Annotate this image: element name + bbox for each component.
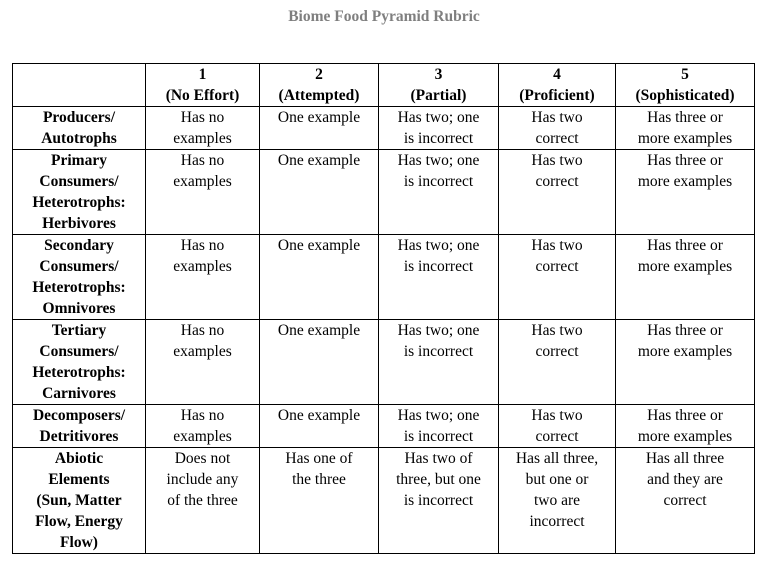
row-label-line: Secondary <box>44 237 114 254</box>
rubric-cell-level-1 <box>146 320 260 405</box>
rubric-cell-line: Has two <box>531 109 583 126</box>
rubric-cell-line: Has one of <box>285 450 353 467</box>
rubric-cell-level-2 <box>260 150 379 235</box>
header-level-5 <box>616 64 755 107</box>
header-level-number: 5 <box>681 66 689 83</box>
row-label-cell <box>13 235 146 320</box>
rubric-cell-line: examples <box>173 130 232 147</box>
rubric-body <box>13 107 755 554</box>
rubric-cell-line: Has three or <box>647 237 723 254</box>
rubric-cell-line: Does not <box>174 450 231 467</box>
rubric-cell-level-3 <box>379 320 499 405</box>
rubric-cell-line: Has two; one <box>397 109 480 126</box>
header-corner-cell <box>13 64 146 107</box>
rubric-cell-level-4 <box>499 150 616 235</box>
rubric-cell-line: Has no <box>180 322 225 339</box>
rubric-cell-line: of the three <box>167 492 238 509</box>
rubric-cell-line: correct <box>535 173 579 190</box>
row-label-cell <box>13 320 146 405</box>
rubric-cell-line: correct <box>535 130 579 147</box>
header-level-name: (Partial) <box>410 87 467 104</box>
rubric-cell-line: more examples <box>637 428 733 445</box>
row-label-line: (Sun, Matter <box>36 492 122 509</box>
table-row <box>13 150 755 235</box>
rubric-cell-level-1 <box>146 405 260 448</box>
rubric-cell-line: Has three or <box>647 407 723 424</box>
row-label-line: Decomposers/ <box>32 407 126 424</box>
rubric-cell-level-4 <box>499 235 616 320</box>
rubric-cell-line: include any <box>166 471 239 488</box>
document-title: Biome Food Pyramid Rubric <box>288 8 480 25</box>
rubric-cell-line: Has two <box>531 407 583 424</box>
rubric-cell-level-4 <box>499 405 616 448</box>
rubric-cell-level-1 <box>146 448 260 554</box>
row-label-line: Elements <box>48 471 110 488</box>
row-label-cell <box>13 405 146 448</box>
header-level-name: (Sophisticated) <box>635 87 735 104</box>
rubric-cell-line: Has no <box>180 407 225 424</box>
rubric-cell-level-5 <box>616 405 755 448</box>
row-label-line: Heterotrophs: <box>32 279 126 296</box>
row-label-line: Abiotic <box>54 450 104 467</box>
rubric-cell-line: Has three or <box>647 322 723 339</box>
row-label-line: Flow, Energy <box>35 513 123 530</box>
header-level-1 <box>146 64 260 107</box>
rubric-cell-line: is incorrect <box>403 492 474 509</box>
rubric-cell-line: Has three or <box>647 152 723 169</box>
rubric-cell-level-3 <box>379 107 499 150</box>
row-label-line: Herbivores <box>42 215 116 232</box>
rubric-cell-line: is incorrect <box>403 130 474 147</box>
rubric-cell-line: is incorrect <box>403 343 474 360</box>
rubric-cell-line: more examples <box>637 258 733 275</box>
rubric-cell-line: Has two of <box>404 450 473 467</box>
row-label-line: Omnivores <box>42 300 116 317</box>
rubric-cell-line: correct <box>663 492 707 509</box>
row-label-line: Primary <box>51 152 107 169</box>
rubric-cell-line: is incorrect <box>403 258 474 275</box>
row-label-line: Tertiary <box>51 322 107 339</box>
rubric-cell-line: Has two <box>531 237 583 254</box>
rubric-cell-line: Has two; one <box>397 322 480 339</box>
rubric-cell-level-1 <box>146 107 260 150</box>
rubric-cell-level-4 <box>499 107 616 150</box>
table-row <box>13 107 755 150</box>
rubric-cell-line: correct <box>535 428 579 445</box>
rubric-cell-level-2 <box>260 405 379 448</box>
rubric-cell-line: One example <box>277 407 361 424</box>
rubric-cell-level-3 <box>379 405 499 448</box>
row-label-line: Consumers/ <box>39 258 119 275</box>
rubric-cell-line: One example <box>277 322 361 339</box>
rubric-cell-line: but one or <box>525 471 589 488</box>
row-label-line: Flow) <box>60 534 98 551</box>
rubric-cell-line: Has two <box>531 152 583 169</box>
header-level-number: 4 <box>553 66 561 83</box>
rubric-cell-line: One example <box>277 237 361 254</box>
rubric-cell-line: the three <box>292 471 346 488</box>
rubric-cell-line: and they are <box>647 471 723 488</box>
rubric-cell-level-1 <box>146 235 260 320</box>
rubric-cell-level-5 <box>616 448 755 554</box>
rubric-cell-line: two are <box>533 492 581 509</box>
rubric-cell-line: Has two; one <box>397 152 480 169</box>
rubric-table <box>12 63 755 554</box>
rubric-cell-line: Has two; one <box>397 237 480 254</box>
rubric-cell-level-5 <box>616 320 755 405</box>
rubric-cell-level-4 <box>499 448 616 554</box>
header-level-2 <box>260 64 379 107</box>
row-label-line: Heterotrophs: <box>32 364 126 381</box>
rubric-cell-line: examples <box>173 428 232 445</box>
rubric-cell-line: examples <box>173 343 232 360</box>
header-level-number: 3 <box>434 66 443 83</box>
rubric-cell-level-3 <box>379 235 499 320</box>
rubric-cell-line: is incorrect <box>403 173 474 190</box>
header-level-4 <box>499 64 616 107</box>
header-level-name: (Proficient) <box>519 87 595 104</box>
row-label-cell <box>13 107 146 150</box>
row-label-line: Consumers/ <box>39 343 119 360</box>
rubric-cell-line: Has two; one <box>397 407 480 424</box>
table-row <box>13 320 755 405</box>
rubric-cell-line: more examples <box>637 130 733 147</box>
table-row <box>13 448 755 554</box>
rubric-cell-line: correct <box>535 343 579 360</box>
rubric-cell-line: is incorrect <box>403 428 474 445</box>
rubric-cell-line: examples <box>173 258 232 275</box>
row-label-line: Carnivores <box>42 385 116 402</box>
row-label-cell <box>13 150 146 235</box>
rubric-cell-level-4 <box>499 320 616 405</box>
row-label-line: Detritivores <box>39 428 119 445</box>
table-row <box>13 235 755 320</box>
header-level-name: (No Effort) <box>165 87 240 104</box>
row-label-line: Autotrophs <box>41 130 117 147</box>
rubric-cell-line: three, but one <box>396 471 481 488</box>
rubric-cell-line: more examples <box>637 173 733 190</box>
rubric-cell-level-2 <box>260 448 379 554</box>
rubric-cell-line: One example <box>277 152 361 169</box>
rubric-cell-level-2 <box>260 107 379 150</box>
rubric-cell-line: Has all three <box>645 450 725 467</box>
rubric-cell-line: Has no <box>180 109 225 126</box>
header-level-name: (Attempted) <box>278 87 360 104</box>
row-label-cell <box>13 448 146 554</box>
header-row <box>13 64 755 107</box>
header-level-3 <box>379 64 499 107</box>
table-row <box>13 405 755 448</box>
rubric-cell-line: One example <box>277 109 361 126</box>
rubric-cell-line: examples <box>173 173 232 190</box>
rubric-cell-level-3 <box>379 150 499 235</box>
rubric-cell-level-1 <box>146 150 260 235</box>
header-level-number: 2 <box>315 66 323 83</box>
rubric-cell-line: Has no <box>180 237 225 254</box>
rubric-cell-level-5 <box>616 107 755 150</box>
header-level-number: 1 <box>198 66 207 83</box>
row-label-line: Heterotrophs: <box>32 194 126 211</box>
rubric-cell-line: Has all three, <box>515 450 599 467</box>
row-label-line: Producers/ <box>42 109 116 126</box>
rubric-cell-level-3 <box>379 448 499 554</box>
rubric-cell-line: correct <box>535 258 579 275</box>
rubric-cell-level-2 <box>260 235 379 320</box>
rubric-cell-level-2 <box>260 320 379 405</box>
rubric-cell-line: incorrect <box>529 513 585 530</box>
rubric-cell-line: Has two <box>531 322 583 339</box>
rubric-cell-line: Has three or <box>647 109 723 126</box>
rubric-cell-line: more examples <box>637 343 733 360</box>
rubric-cell-level-5 <box>616 150 755 235</box>
row-label-line: Consumers/ <box>39 173 119 190</box>
rubric-cell-level-5 <box>616 235 755 320</box>
rubric-cell-line: Has no <box>180 152 225 169</box>
